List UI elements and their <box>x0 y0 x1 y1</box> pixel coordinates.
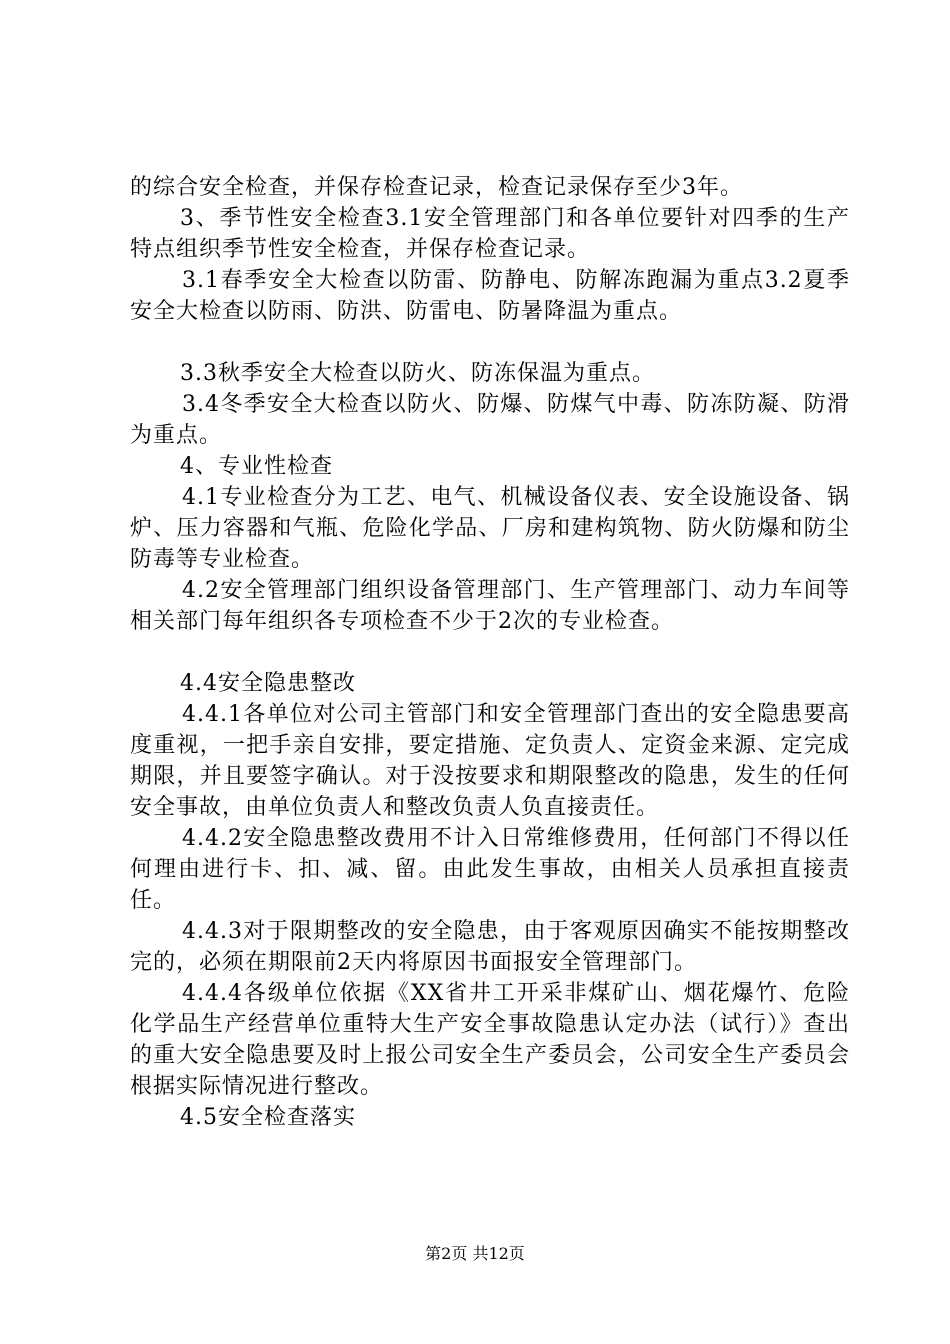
paragraph-spacer <box>130 637 850 668</box>
page-number-label: 第2页 共12页 <box>425 1244 525 1263</box>
paragraph-4-2: 4.2安全管理部门组织设备管理部门、生产管理部门、动力车间等相关部门每年组织各专项检查不少于2次的专业检查。 <box>130 578 850 634</box>
paragraph-seasonal-inspection: 3、季节性安全检查3.1安全管理部门和各单位要针对四季的生产特点组织季节性安全检查，并保存检查记录。 <box>130 206 850 262</box>
paragraph-4-4-4: 4.4.4各级单位依据《XX省井工开采非煤矿山、烟花爆竹、危险化学品生产经营单位重特大生产安全事故隐患认定办法（试行）》查出的重大安全隐患要及时上报公司安全生产委员会，公司安全生产委员会根据实际情况进行整改。 <box>130 981 850 1099</box>
paragraph-winter: 3.4冬季安全大检查以防火、防爆、防煤气中毒、防冻防凝、防滑为重点。 <box>130 392 850 448</box>
paragraph-autumn: 3.3秋季安全大检查以防火、防冻保温为重点。 <box>180 361 655 386</box>
paragraph-continuation: 的综合安全检查，并保存检查记录，检查记录保存至少3年。 <box>130 175 743 200</box>
paragraph-4-1: 4.1专业检查分为工艺、电气、机械设备仪表、安全设施设备、锅炉、压力容器和气瓶、危险化学品、厂房和建构筑物、防火防爆和防尘防毒等专业检查。 <box>130 485 850 572</box>
heading-professional-inspection: 4、专业性检查 <box>180 454 333 479</box>
paragraph-4-4-2: 4.4.2安全隐患整改费用不计入日常维修费用，任何部门不得以任何理由进行卡、扣、减、留。由此发生事故，由相关人员承担直接责任。 <box>130 826 850 913</box>
paragraph-spacer <box>130 327 850 358</box>
document-body <box>130 172 850 1133</box>
paragraph-4-4-1: 4.4.1各单位对公司主管部门和安全管理部门查出的安全隐患要高度重视，一把手亲自安排，要定措施、定负责人、定资金来源、定完成期限，并且要签字确认。对于没按要求和期限整改的隐患，发生的任何安全事故，由单位负责人和整改负责人负直接责任。 <box>130 702 850 820</box>
page-footer <box>0 1244 950 1264</box>
heading-hazard-rectification: 4.4安全隐患整改 <box>180 671 356 696</box>
paragraph-spring-summer: 3.1春季安全大检查以防雷、防静电、防解冻跑漏为重点3.2夏季安全大检查以防雨、防洪、防雷电、防暑降温为重点。 <box>130 268 850 324</box>
heading-inspection-implementation: 4.5安全检查落实 <box>180 1105 356 1130</box>
paragraph-4-4-3: 4.4.3对于限期整改的安全隐患，由于客观原因确实不能按期整改完的，必须在期限前2天内将原因书面报安全管理部门。 <box>130 919 850 975</box>
